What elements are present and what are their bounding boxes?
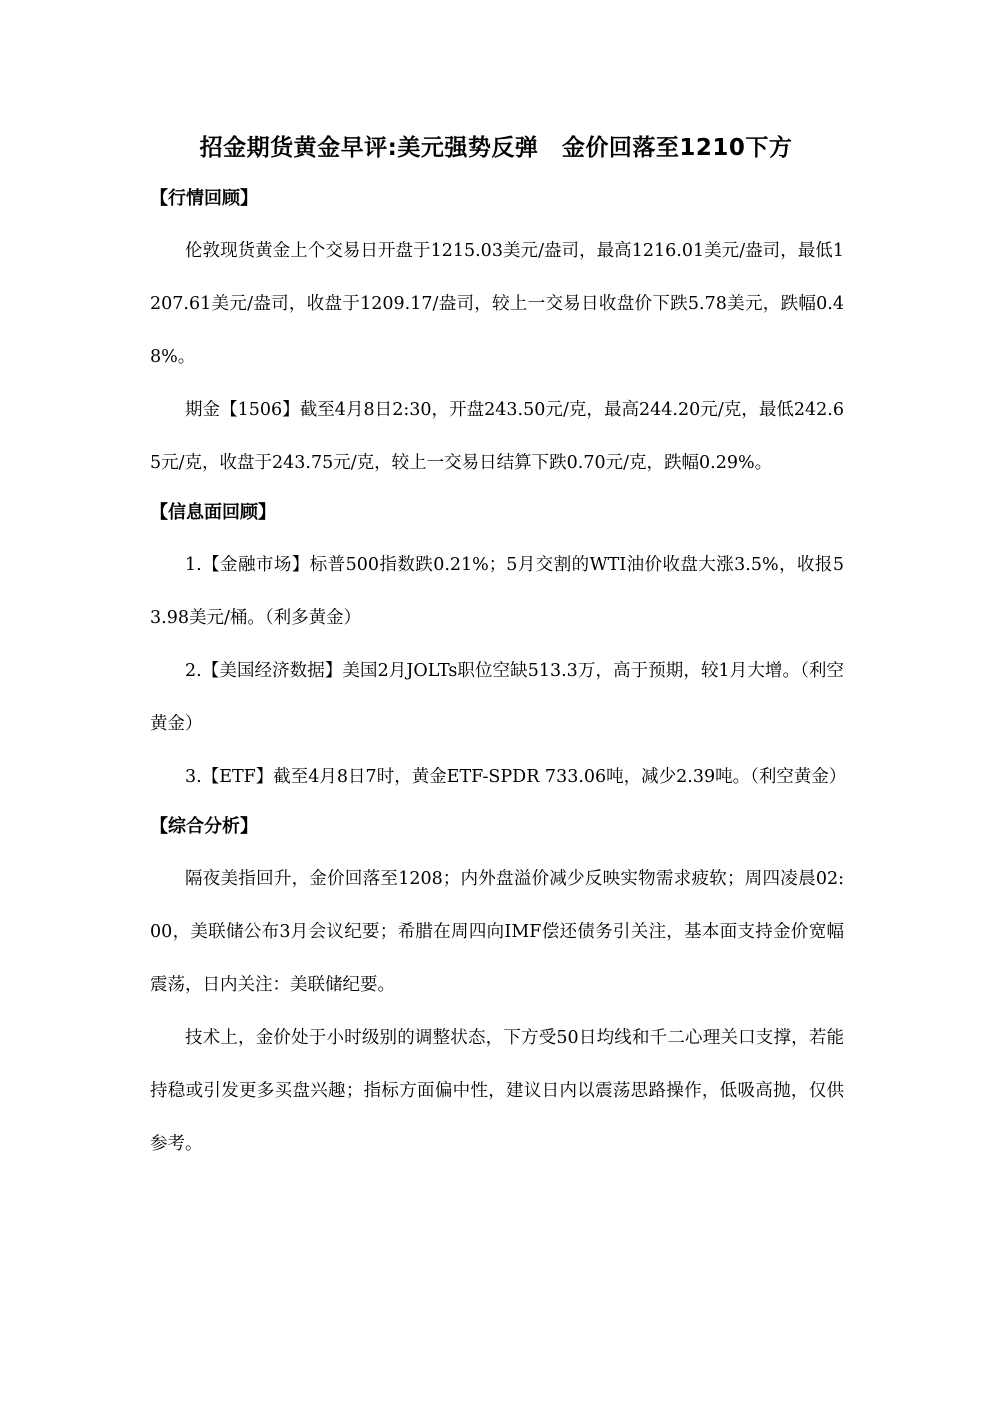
section-heading: 【行情回顾】 — [150, 188, 258, 209]
paragraph: 技术上，金价处于小时级别的调整状态，下方受50日均线和千二心理关口支撑，若能持稳或引发更多买盘兴趣；指标方面偏中性，建议日内以震荡思路操作，低吸高抛，仅供参考。 — [150, 1028, 844, 1154]
paragraph: 期金【1506】截至4月8日2:30，开盘243.50元/克，最高244.20元/克，最低242.65元/克，收盘于243.75元/克，较上一交易日结算下跌0.70元/克，跌幅0.29%。 — [150, 400, 844, 473]
news-item: 1.【金融市场】标普500指数跌0.21%；5月交割的WTI油价收盘大涨3.5%，收报53.98美元/桶。（利多黄金） — [150, 555, 844, 628]
news-item: 3.【ETF】截至4月8日7时，黄金ETF-SPDR 733.06吨，减少2.39吨。（利空黄金） — [185, 767, 847, 787]
document-body — [150, 176, 847, 1171]
section-news-review — [150, 490, 847, 804]
news-item: 2.【美国经济数据】美国2月JOLTs职位空缺513.3万，高于预期，较1月大增。（利空黄金） — [150, 661, 844, 734]
section-market-review — [150, 176, 844, 490]
paragraph: 隔夜美指回升，金价回落至1208；内外盘溢价减少反映实物需求疲软；周四凌晨02:00，美联储公布3月会议纪要；希腊在周四向IMF偿还债务引关注，基本面支持金价宽幅震荡，日内关注：美联储纪要。 — [150, 869, 844, 995]
section-analysis — [150, 804, 844, 1171]
section-heading: 【信息面回顾】 — [150, 502, 276, 523]
paragraph: 伦敦现货黄金上个交易日开盘于1215.03美元/盎司，最高1216.01美元/盎司，最低1207.61美元/盎司，收盘于1209.17/盎司，较上一交易日收盘价下跌5.78美元，跌幅0.48%。 — [150, 241, 844, 367]
document-title: 招金期货黄金早评:美元强势反弹 金价回落至1210下方 — [199, 135, 793, 161]
section-heading: 【综合分析】 — [150, 816, 258, 837]
